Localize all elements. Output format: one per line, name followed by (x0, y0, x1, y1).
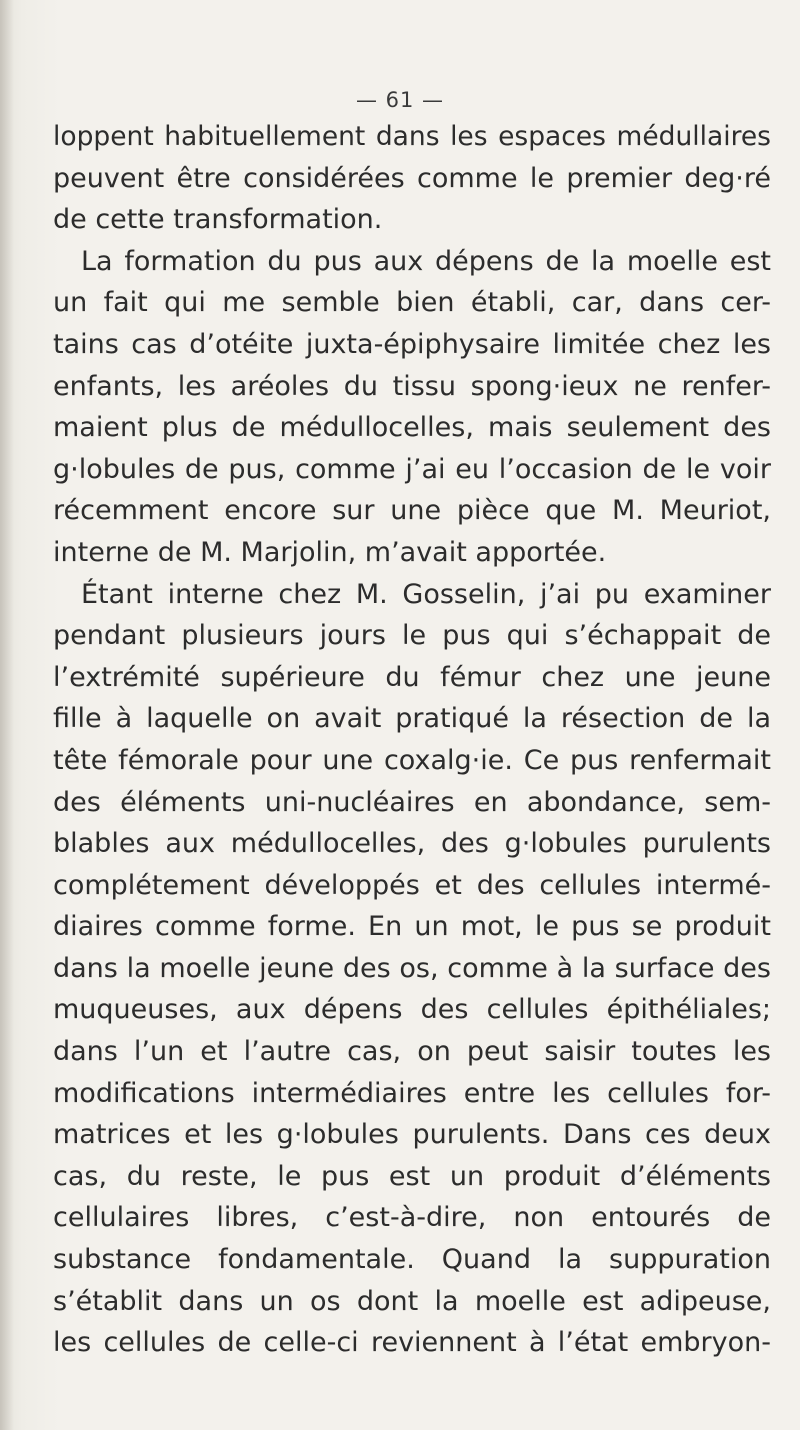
text-line: l’extrémité supérieure du fémur chez une jeune (53, 661, 771, 693)
text-line: dans l’un et l’autre cas, on peut saisir toutes les (53, 1036, 771, 1068)
page-edge-shadow (0, 0, 14, 1430)
text-line: des éléments uni-nucléaires en abondance, sem- (53, 786, 771, 818)
text-line: s’établit dans un os dont la moelle est adipeuse, (53, 1285, 771, 1317)
text-line: matrices et les g·lobules purulents. Dans ces deux (53, 1119, 771, 1151)
text-line: enfants, les aréoles du tissu spong·ieux ne renfer- (53, 370, 771, 402)
text-line: loppent habituellement dans les espaces médullaires (53, 121, 771, 152)
text-line: diaires comme forme. En un mot, le pus se produit (53, 911, 771, 943)
text-line: blables aux médullocelles, des g·lobules purulents (53, 828, 771, 860)
text-line: Étant interne chez M. Gosselin, j’ai pu examiner (81, 578, 771, 610)
text-line: cas, du reste, le pus est un produit d’éléments (53, 1160, 771, 1192)
text-line: interne de M. Marjolin, m’avait apportée. (53, 536, 607, 568)
text-line: g·lobules de pus, comme j’ai eu l’occasion de le voir (53, 453, 771, 485)
text-line: dans la moelle jeune des os, comme à la surface des (53, 952, 771, 984)
text-line: cellulaires libres, c’est-à-dire, non entourés de (53, 1202, 771, 1234)
text-line: substance fondamentale. Quand la suppuration (53, 1244, 771, 1276)
text-line: La formation du pus aux dépens de la moelle est (81, 245, 771, 277)
text-line: complétement développés et des cellules intermé- (53, 869, 771, 901)
text-line: peuvent être considérées comme le premier deg·ré (53, 162, 771, 194)
text-line: pendant plusieurs jours le pus qui s’échappait de (53, 620, 771, 652)
body-text (53, 116, 771, 1364)
text-line: tains cas d’otéite juxta-épiphysaire limitée chez les (53, 328, 771, 360)
text-line: muqueuses, aux dépens des cellules épithéliales; (53, 994, 771, 1026)
text-line: tête fémorale pour une coxalg·ie. Ce pus renfermait (53, 744, 771, 776)
text-line: modifications intermédiaires entre les cellules for- (53, 1077, 771, 1109)
text-line: un fait qui me semble bien établi, car, dans cer- (53, 287, 771, 319)
text-line: de cette transformation. (53, 204, 383, 236)
text-line: maient plus de médullocelles, mais seulement des (53, 412, 771, 444)
text-line: les cellules de celle-ci reviennent à l’état embryon- (53, 1327, 771, 1359)
text-line: récemment encore sur une pièce que M. Meuriot, (53, 495, 771, 527)
text-line: fille à laquelle on avait pratiqué la résection de la (53, 703, 771, 735)
page-number: — 61 — (355, 88, 445, 112)
